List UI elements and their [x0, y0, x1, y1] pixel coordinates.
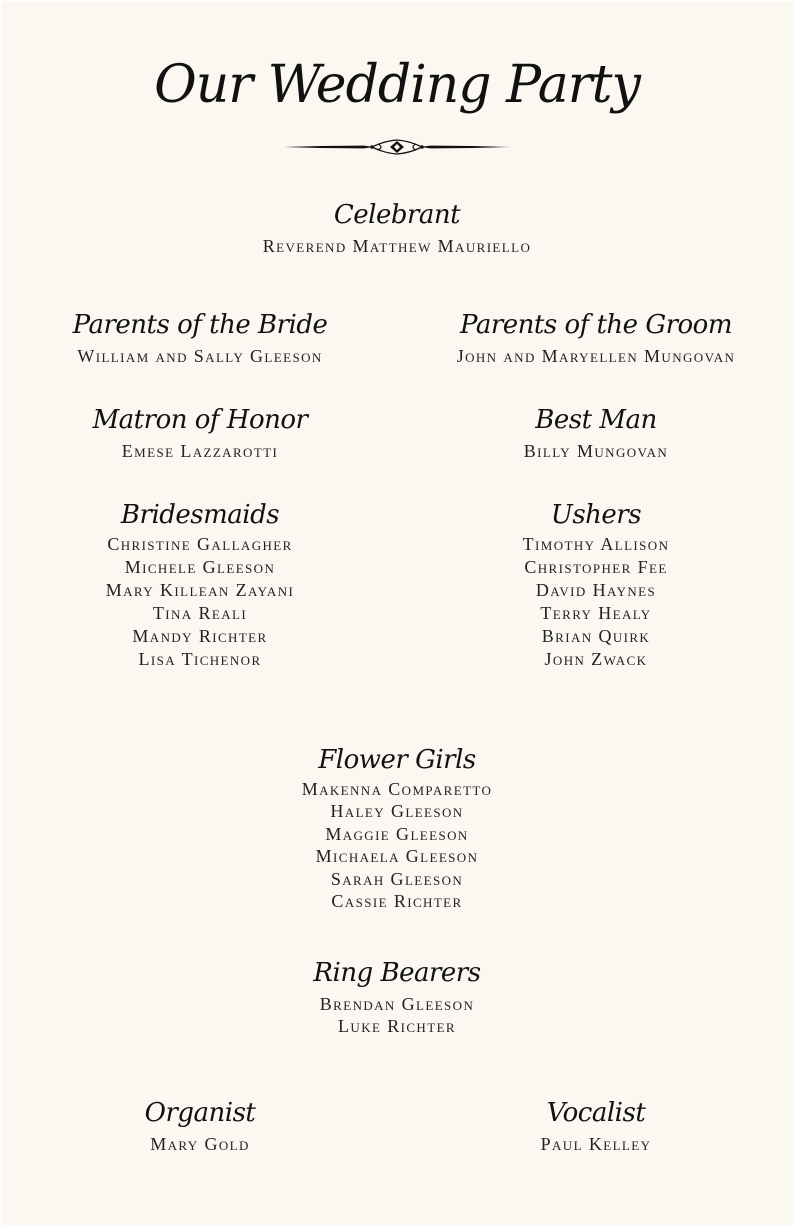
section-parents-of-the-bride: [1, 309, 399, 368]
name: Reverend Matthew Mauriello: [262, 236, 532, 256]
name-list: [1, 440, 399, 463]
name: Mandy Richter: [132, 626, 268, 646]
section-best-man: [399, 404, 793, 463]
name: Mary Killean Zayani: [105, 580, 295, 600]
section-celebrant: [1, 199, 793, 258]
name-list: [399, 1133, 793, 1156]
name-list: [399, 533, 793, 671]
name: Brian Quirk: [541, 626, 651, 646]
ornamental-divider-icon: [284, 137, 510, 157]
section-bridesmaids: [1, 499, 399, 671]
name-list: [399, 345, 793, 368]
name: Lisa Tichenor: [138, 649, 262, 669]
section-organist: [1, 1097, 399, 1156]
name: John Zwack: [544, 649, 648, 669]
section-heading: Bridesmaids: [120, 500, 280, 530]
name: Cassie Richter: [331, 891, 463, 912]
name-list: [1, 778, 793, 912]
name: Christine Gallagher: [107, 534, 293, 554]
section-heading: Ushers: [550, 500, 642, 530]
section-ushers: [399, 499, 793, 671]
section-heading: Parents of the Groom: [460, 310, 732, 340]
section-heading: Matron of Honor: [92, 405, 308, 435]
name: Brendan Gleeson: [319, 994, 475, 1014]
page-title: Our Wedding Party: [154, 55, 640, 115]
section-heading: Best Man: [535, 405, 657, 435]
name: Emese Lazzarotti: [121, 441, 279, 461]
name: William and Sally Gleeson: [77, 346, 323, 366]
name: John and Maryellen Mungovan: [456, 346, 736, 366]
name: Billy Mungovan: [523, 441, 669, 461]
name-list: [1, 1133, 399, 1156]
name-list: [399, 440, 793, 463]
name: Timothy Allison: [522, 534, 670, 554]
section-ring-bearers: [1, 957, 793, 1038]
name-list: [1, 235, 793, 258]
section-parents-of-the-groom: [399, 309, 793, 368]
section-heading: Flower Girls: [318, 745, 476, 775]
name-list: [1, 345, 399, 368]
name: Tina Reali: [152, 603, 248, 623]
name: Luke Richter: [338, 1016, 456, 1037]
section-heading: Celebrant: [333, 200, 461, 230]
name: Paul Kelley: [540, 1134, 652, 1154]
name: Michaela Gleeson: [315, 846, 479, 867]
section-heading: Organist: [144, 1098, 256, 1128]
name: Michele Gleeson: [124, 557, 276, 577]
section-vocalist: [399, 1097, 793, 1156]
section-matron-of-honor: [1, 404, 399, 463]
name: Maggie Gleeson: [325, 823, 469, 844]
section-flower-girls: [1, 744, 793, 912]
name: Haley Gleeson: [330, 801, 464, 822]
section-heading: Ring Bearers: [313, 958, 481, 988]
section-heading: Parents of the Bride: [72, 310, 328, 340]
section-heading: Vocalist: [546, 1098, 646, 1128]
name: Sarah Gleeson: [330, 868, 464, 889]
name: David Haynes: [535, 580, 657, 600]
name: Mary Gold: [150, 1134, 250, 1154]
wedding-program-page: [1, 1, 793, 1225]
name: Christopher Fee: [524, 557, 668, 577]
name: Terry Healy: [540, 603, 652, 623]
name: Makenna Comparetto: [301, 779, 493, 799]
name-list: [1, 533, 399, 671]
name-list: [1, 993, 793, 1038]
